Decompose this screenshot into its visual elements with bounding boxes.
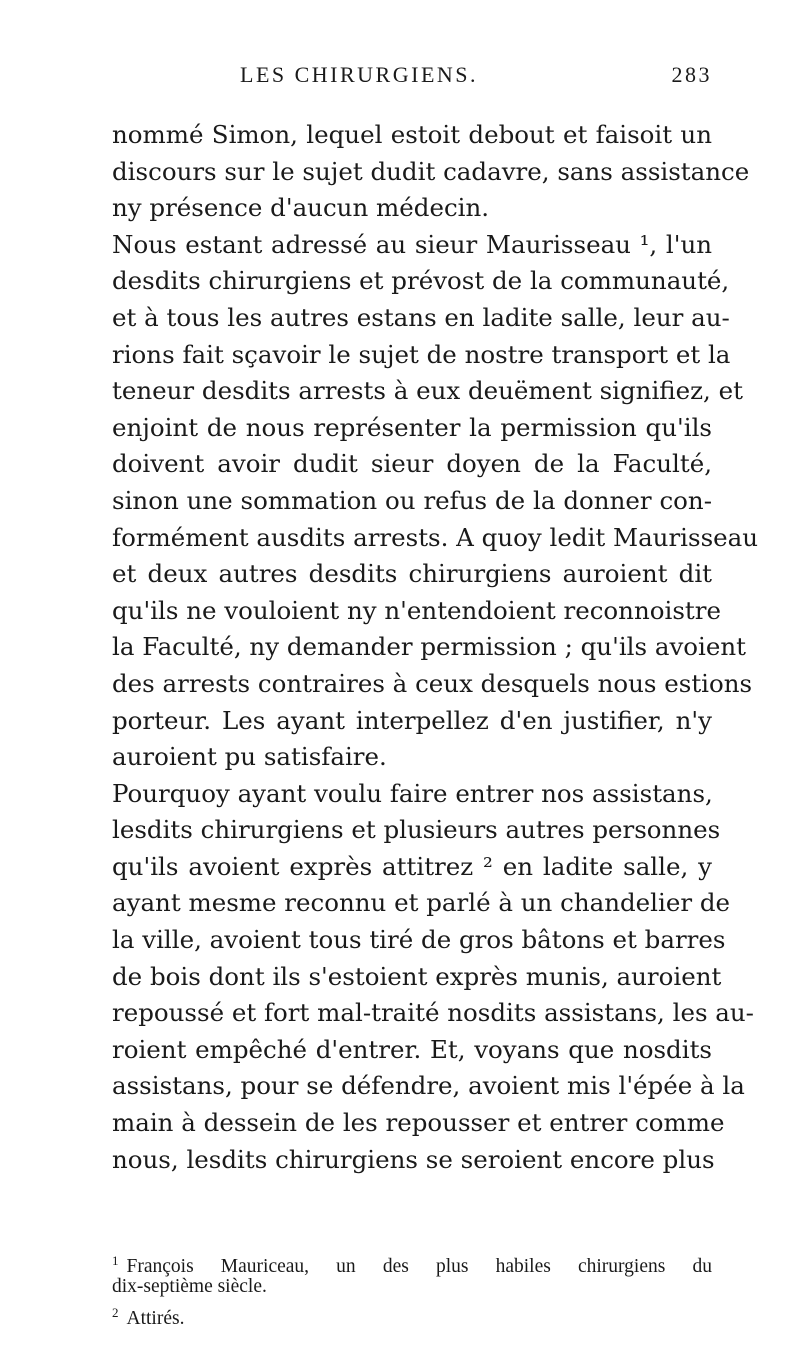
text-line: roient empêché d'entrer. Et, voyans que nosdits xyxy=(112,1034,712,1064)
running-head: LES CHIRURGIENS. xyxy=(240,62,479,87)
text-line: et à tous les autres estans en ladite salle, leur au- xyxy=(112,302,730,332)
text-line: la Faculté, ny demander permission ; qu'ils avoient xyxy=(112,632,747,662)
footnote-1-continuation: dix-septième siècle. xyxy=(112,1276,267,1297)
text-line: la ville, avoient tous tiré de gros bâtons et barres xyxy=(112,925,726,955)
text-line: Pourquoy ayant voulu faire entrer nos assistans, xyxy=(112,778,713,808)
text-line: assistans, pour se défendre, avoient mis l'épée à la xyxy=(112,1071,745,1101)
footnote-1 xyxy=(112,1248,712,1277)
text-line: main à dessein de les repousser et entrer comme xyxy=(112,1108,725,1138)
text-line: nommé Simon, lequel estoit debout et faisoit un xyxy=(112,120,712,149)
footnote-marker: 1 xyxy=(112,1253,119,1268)
text-line: ayant mesme reconnu et parlé à un chandelier de xyxy=(112,888,731,918)
text-line: des arrests contraires à ceux desquels nous estions xyxy=(112,668,753,698)
text-line: porteur. Les ayant interpellez d'en justifier, n'y xyxy=(112,705,712,735)
text-line: qu'ils ne vouloient ny n'entendoient reconnoistre xyxy=(112,595,721,625)
body-text xyxy=(112,117,759,1178)
text-line: de bois dont ils s'estoient exprès munis, auroient xyxy=(112,961,722,991)
footnotes xyxy=(112,1248,712,1329)
footnote-2 xyxy=(112,1300,712,1329)
text-line: desdits chirurgiens et prévost de la communauté, xyxy=(112,266,730,296)
footnote-text: Attirés. xyxy=(126,1308,185,1329)
text-line: teneur desdits arrests à eux deuëment signifiez, et xyxy=(112,376,743,406)
footnote-marker: 2 xyxy=(112,1305,119,1320)
text-line: repoussé et fort mal-traité nosdits assistans, les au- xyxy=(112,998,754,1028)
text-line: formément ausdits arrests. A quoy ledit Maurisseau xyxy=(112,522,759,552)
page-header xyxy=(112,62,712,92)
text-line: ny présence d'aucun médecin. xyxy=(112,193,490,223)
page-number: 283 xyxy=(671,62,712,87)
text-line: sinon une sommation ou refus de la donner con- xyxy=(112,485,712,515)
text-line: auroient pu satisfaire. xyxy=(112,742,387,772)
text-line: lesdits chirurgiens et plusieurs autres personnes xyxy=(112,815,721,845)
footnote-text: François Mauriceau, un des plus habiles chirurgiens du xyxy=(126,1256,712,1277)
text-line: rions fait sçavoir le sujet de nostre transport et la xyxy=(112,339,731,369)
text-line: enjoint de nous représenter la permission qu'ils xyxy=(112,412,712,442)
text-line: Nous estant adressé au sieur Maurisseau ¹, l'un xyxy=(112,229,712,259)
text-line: qu'ils avoient exprès attitrez ² en ladite salle, y xyxy=(112,851,712,881)
text-line: nous, lesdits chirurgiens se seroient encore plus xyxy=(112,1144,715,1174)
text-line: doivent avoir dudit sieur doyen de la Faculté, xyxy=(112,449,712,479)
text-line: discours sur le sujet dudit cadavre, sans assistance xyxy=(112,156,750,186)
text-line: et deux autres desdits chirurgiens auroient dit xyxy=(112,559,712,589)
